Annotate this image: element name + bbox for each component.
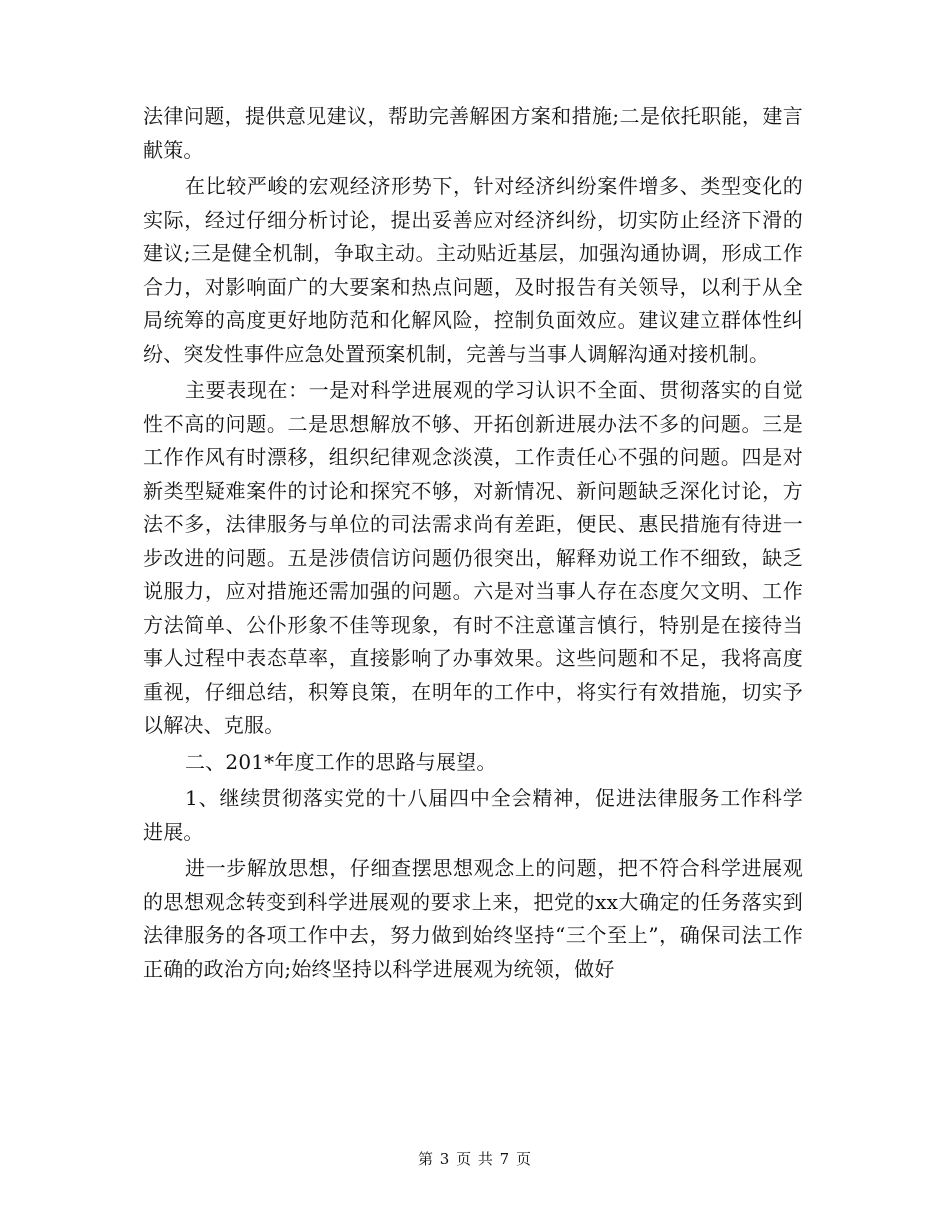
paragraph: 1、继续贯彻落实党的十八届四中全会精神，促进法律服务工作科学进展。 [143,786,803,844]
paragraph: 主要表现在：一是对科学进展观的学习认识不全面、贯彻落实的自觉性不高的问题。二是思想解放不够、开拓创新进展办法不多的问题。三是工作作风有时漂移，组织纪律观念淡漠，工作责任心不强的问题。四是对新类型疑难案件的讨论和探究不够，对新情况、新问题缺乏深化讨论，方法不多，法律服务与单位的司法需求尚有差距，便民、惠民措施有待进一步改进的问题。五是涉债信访问题仍很突出，解释劝说工作不细致，缺乏说服力，应对措施还需加强的问题。六是对当事人存在态度欠文明、工作方法简单、公仆形象不佳等现象，有时不注意谨言慎行，特别是在接待当事人过程中表态草率，直接影响了办事效果。这些问题和不足，我将高度重视，仔细总结，积筹良策，在明年的工作中，将实行有效措施，切实予以解决、克服。 [143,378,803,737]
document-body [143,100,803,986]
page-number-footer: 第 3 页 共 7 页 [418,1150,532,1168]
section-heading: 二、201*年度工作的思路与展望。 [185,749,497,774]
paragraph: 进一步解放思想，仔细查摆思想观念上的问题，把不符合科学进展观的思想观念转变到科学进展观的要求上来，把党的xx大确定的任务落实到法律服务的各项工作中去，努力做到始终坚持“三个至上”，确保司法工作正确的政治方向;始终坚持以科学进展观为统领，做好 [143,856,803,981]
paragraph: 在比较严峻的宏观经济形势下，针对经济纠纷案件增多、类型变化的实际，经过仔细分析讨论，提出妥善应对经济纠纷，切实防止经济下滑的建议;三是健全机制，争取主动。主动贴近基层，加强沟通协调，形成工作合力，对影响面广的大要案和热点问题，及时报告有关领导，以利于从全局统筹的高度更好地防范和化解风险，控制负面效应。建议建立群体性纠纷、突发性事件应急处置预案机制，完善与当事人调解沟通对接机制。 [143,174,803,366]
paragraph: 法律问题，提供意见建议，帮助完善解困方案和措施;二是依托职能，建言献策。 [143,104,803,162]
